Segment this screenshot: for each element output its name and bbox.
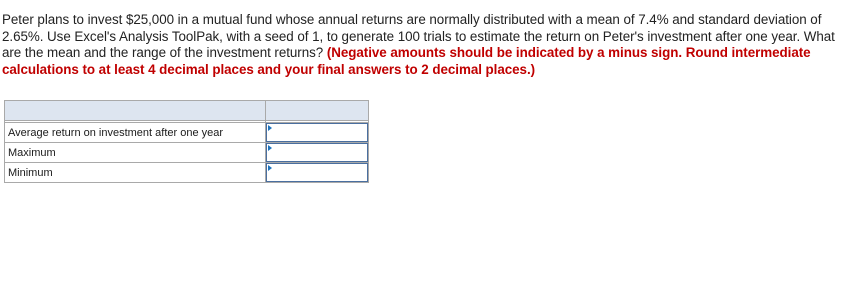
average-return-input[interactable] [267,124,367,141]
answer-cell-average-return[interactable] [266,123,369,143]
answer-cell-maximum[interactable] [266,143,369,163]
input-flag-icon [268,145,272,151]
minimum-input[interactable] [267,164,367,181]
row-label-average-return: Average return on investment after one year [5,123,266,143]
table-row [5,163,369,183]
question-instruction: (Negative amounts should be indicated by a minus sign. Round intermediate calculations to at least 4 decimal places and your final answers to 2 decimal places.) [2,45,811,77]
table-row [5,123,369,143]
answer-table-header [5,101,369,121]
answer-table [4,100,369,183]
answer-cell-minimum[interactable] [266,163,369,183]
row-label-maximum: Maximum [5,143,266,163]
question-body: Peter plans to invest $25,000 in a mutual fund whose annual returns are normally distributed with a mean of 7.4% and standard deviation of 2.65%. Use Excel's Analysis ToolPak, with a seed of 1, to generate 100 trials to estimate the return on Peter's investment after one year. What are the mean and the range of the investment returns? [2,12,835,60]
input-flag-icon [268,125,272,131]
table-row [5,143,369,163]
row-label-minimum: Minimum [5,163,266,183]
input-flag-icon [268,165,272,171]
question-text [2,12,840,78]
header-label-cell [5,101,266,121]
maximum-input[interactable] [267,144,367,161]
header-value-cell [266,101,369,121]
